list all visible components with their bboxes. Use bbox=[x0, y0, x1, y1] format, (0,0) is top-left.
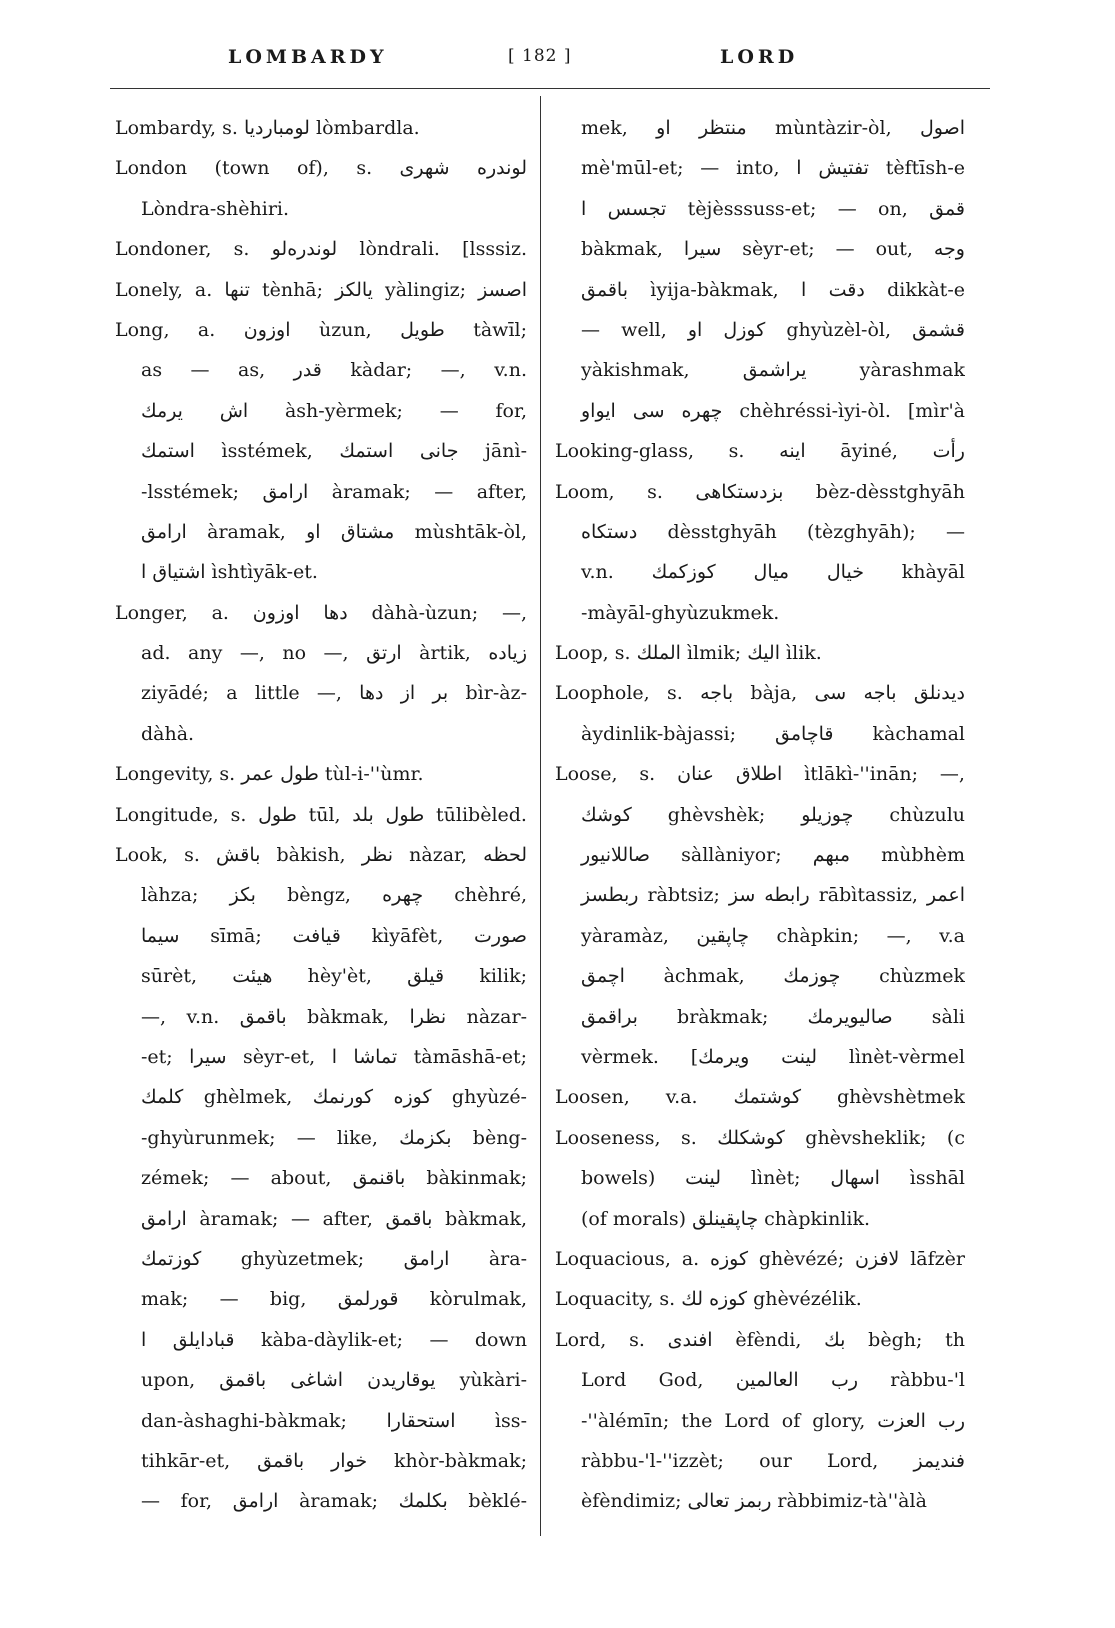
entry-line: تجسس ا tèjèsssuss-et; — on, قمق bbox=[581, 197, 965, 220]
entry-line: Look, s. باقش bàkish, نظر nàzar, لحظه bbox=[115, 844, 527, 867]
entry-line: ربطسز ràbtsiz; رابطه سز rābìtassiz, اعمر bbox=[581, 884, 965, 907]
header-last-entry: LORD bbox=[720, 46, 799, 68]
header-rule bbox=[110, 88, 990, 89]
entry-line: dàhà. bbox=[141, 722, 195, 745]
entry-line: Looking-glass, s. اينه āyiné, رأت bbox=[555, 440, 965, 463]
entry-line: bàkmak, سيرا sèyr-et; — out, وجه bbox=[581, 238, 965, 261]
entry-line: ràbbu-'l-''izzèt; our Lord, فنديمز bbox=[581, 1449, 965, 1472]
entry-line: àydinlik-bàjassi; قاچامق kàchamal bbox=[581, 722, 965, 745]
left-column bbox=[115, 108, 527, 1522]
entry-line: Loquacious, a. كوزه ghèvézé; لافزن lāfzèr bbox=[555, 1247, 965, 1270]
entry-line: صاللانيور sàllàniyor; مبهم mùbhèm bbox=[581, 844, 965, 867]
entry-line: Lonely, a. تنها tènhā; يالكز yàlingiz; اصسز bbox=[115, 278, 527, 301]
entry-line: Londoner, s. لوندرەلو lòndrali. [lsssiz. bbox=[115, 238, 527, 261]
entry-line: Loop, s. الملك ìlmik; اليك ìlik. bbox=[555, 642, 822, 665]
entry-line: yàramàz, چاپقين chàpkin; —, v.a bbox=[581, 924, 965, 947]
entry-line: — well, كوزل او ghyùzèl-òl, قشمق bbox=[581, 318, 965, 341]
entry-line: Long, a. اوزون ùzun, طويل tàwīl; bbox=[115, 318, 527, 341]
entry-line: سيما sīmā; قيافت kìyāfèt, صورت bbox=[141, 924, 527, 947]
entry-line: -lsstémek; ارامق àramak; — after, bbox=[141, 480, 527, 503]
entry-line: Loquacity, s. كوزه لك ghèvézélik. bbox=[555, 1288, 862, 1311]
entry-line: -màyāl-ghyùzukmek. bbox=[581, 601, 780, 624]
entry-line: ad. any —, no —, ارتق àrtik, زياده bbox=[141, 642, 527, 665]
entry-line: mak; — big, قورلمق kòrulmak, bbox=[141, 1288, 527, 1311]
entry-line: Longer, a. دها اوزون dàhà-ùzun; —, bbox=[115, 601, 527, 624]
entry-line: كوزتمك ghyùzetmek; ارامق àra- bbox=[141, 1247, 527, 1270]
entry-line: -''àlémīn; the Lord of glory, رب العزت bbox=[581, 1409, 965, 1432]
entry-line: (of morals) چاپقينلق chàpkinlik. bbox=[581, 1207, 871, 1230]
entry-line: v.n. خيال ميال كوزكمك khàyāl bbox=[581, 561, 965, 584]
page-number: [ 182 ] bbox=[508, 46, 572, 66]
entry-line: mek, منتظر او mùntàzir-òl, اصول bbox=[581, 117, 965, 139]
entry-line: براقمق bràkmak; صاليويرمك sàli bbox=[581, 1005, 965, 1028]
entry-line: قبادايلق ا kàba-dàylik-et; — down bbox=[141, 1328, 527, 1351]
entry-line: باقمق ìyija-bàkmak, دقت ا dikkàt-e bbox=[581, 278, 965, 301]
entry-line: ziyādé; a little —, بر از دها bìr-àz- bbox=[141, 682, 527, 705]
entry-line: Loophole, s. باجه bàja, ديدنلق باجه سى bbox=[555, 682, 965, 705]
entry-line: Lombardy, s. لومبارديا lòmbardla. bbox=[115, 117, 420, 139]
entry-line: Lord God, رب العالمين ràbbu-'l bbox=[581, 1369, 965, 1392]
entry-line: zémek; — about, باقنمق bàkinmak; bbox=[141, 1167, 527, 1190]
entry-line: كوشك ghèvshèk; چوزيلو chùzulu bbox=[581, 803, 965, 826]
entry-line: ارامق àramak, مشتاق او mùshtāk-òl, bbox=[141, 520, 527, 543]
entry-line: — for, ارامق àramak; بكلمك bèklé- bbox=[141, 1490, 527, 1513]
entry-line: Lòndra-shèhiri. bbox=[141, 197, 290, 220]
entry-line: Looseness, s. كوشكلك ghèvsheklik; (c bbox=[555, 1126, 965, 1149]
entry-line: upon, يوقاريدن اشاغى باقمق yùkàri- bbox=[141, 1369, 527, 1392]
entry-line: London (town of), s. لوندره شهرى bbox=[115, 157, 527, 180]
right-column bbox=[555, 108, 965, 1522]
entry-line: sūrèt, هيئت hèy'èt, قيلق kilik; bbox=[141, 965, 527, 988]
entry-line: استمك ìsstémek, جانی استمك jānì- bbox=[141, 440, 527, 463]
entry-line: اش يرمك àsh-yèrmek; — for, bbox=[141, 399, 527, 422]
entry-line: اشتياق ا ìshtìyāk-et. bbox=[141, 561, 318, 584]
entry-line: bowels) لينت lìnèt; اسهال ìsshāl bbox=[581, 1167, 965, 1190]
entry-line: كلمك ghèlmek, كوزه كورنمك ghyùzé- bbox=[141, 1086, 527, 1109]
entry-line: چهره سى ايواو chèhréssi-ìyi-òl. [mìr'à bbox=[581, 399, 965, 422]
entry-line: as — as, قدر kàdar; —, v.n. bbox=[141, 359, 527, 382]
entry-line: làhza; بكز bèngz, چهره chèhré, bbox=[141, 884, 527, 907]
entry-line: Loose, s. اطلاق عنان ìtlākì-''inān; —, bbox=[555, 763, 965, 786]
entry-line: اچمق àchmak, چوزمك chùzmek bbox=[581, 965, 965, 988]
entry-line: -ghyùrunmek; — like, بكزمك bèng- bbox=[141, 1126, 527, 1149]
entry-line: tihkār-et, خوار باقمق khòr-bàkmak; bbox=[141, 1449, 527, 1472]
running-header bbox=[110, 46, 1000, 86]
entry-line: -et; سيرا sèyr-et, تماشا ا tàmāshā-et; bbox=[141, 1045, 527, 1068]
entry-line: دستكاه dèsstghyāh (tèzghyāh); — bbox=[581, 520, 965, 543]
entry-line: —, v.n. باقمق bàkmak, نظرا nàzar- bbox=[141, 1005, 527, 1028]
entry-line: mè'mūl-et; — into, تفتيش ا tèftīsh-e bbox=[581, 157, 965, 180]
entry-line: èfèndimiz; ربمز تعالى ràbbimiz-tà''àlà bbox=[581, 1490, 927, 1513]
entry-line: Loosen, v.a. كوشتمك ghèvshètmek bbox=[555, 1086, 965, 1109]
header-first-entry: LOMBARDY bbox=[228, 46, 388, 68]
entry-line: Longevity, s. طول عمر tùl-i-''ùmr. bbox=[115, 763, 424, 786]
entry-line: ارامق àramak; — after, باقمق bàkmak, bbox=[141, 1207, 527, 1230]
entry-line: dan-àshaghi-bàkmak; استحقارا ìss- bbox=[141, 1409, 527, 1432]
entry-line: Loom, s. بزدستكاهى bèz-dèsstghyāh bbox=[555, 480, 965, 503]
entry-line: vèrmek. [لينت ويرمك lìnèt-vèrmel bbox=[581, 1045, 965, 1068]
entry-line: Lord, s. افندى èfèndi, بك bègh; th bbox=[555, 1328, 965, 1351]
column-divider bbox=[540, 96, 541, 1536]
entry-line: Longitude, s. طول tūl, طول بلد tūlibèled. bbox=[115, 803, 527, 826]
entry-line: yàkishmak, يراشمق yàrashmak bbox=[581, 359, 965, 382]
